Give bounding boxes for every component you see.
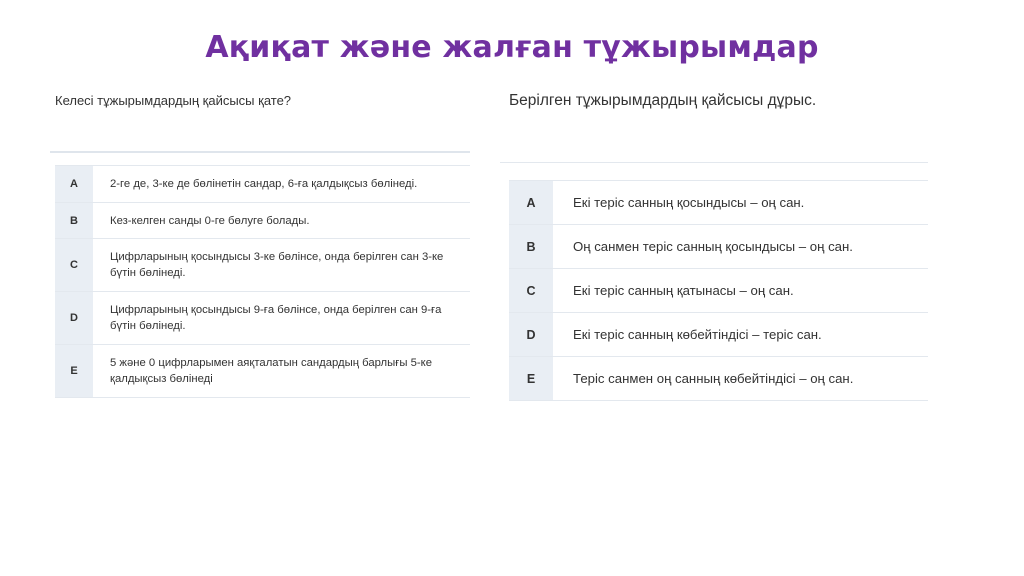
option-text: Екі теріс санның көбейтіндісі – теріс сан.	[553, 313, 928, 357]
right-option-e[interactable]	[509, 357, 928, 401]
option-letter: E	[55, 345, 93, 398]
option-letter: E	[509, 357, 553, 401]
left-option-d[interactable]	[55, 292, 470, 345]
left-option-c[interactable]	[55, 239, 470, 292]
option-letter: A	[55, 166, 93, 203]
option-letter: B	[509, 225, 553, 269]
option-text: Кез-келген санды 0-ге бөлуге болады.	[93, 203, 470, 239]
right-divider	[500, 162, 928, 163]
slide-title: Ақиқат және жалған тұжырымдар	[205, 30, 819, 65]
option-text: Цифрларының қосындысы 9-ға бөлінсе, онда берілген сан 9-ға бүтін бөлінеді.	[93, 292, 470, 345]
left-options-table	[55, 165, 470, 398]
right-option-c[interactable]	[509, 269, 928, 313]
option-letter: A	[509, 181, 553, 225]
option-letter: D	[55, 292, 93, 345]
option-text: Оң санмен теріс санның қосындысы – оң сан.	[553, 225, 928, 269]
right-option-a[interactable]	[509, 181, 928, 225]
option-text: Екі теріс санның қосындысы – оң сан.	[553, 181, 928, 225]
option-text: Теріс санмен оң санның көбейтіндісі – оң сан.	[553, 357, 928, 401]
left-option-e[interactable]	[55, 345, 470, 398]
right-option-b[interactable]	[509, 225, 928, 269]
option-letter: C	[55, 239, 93, 292]
left-question-text: Келесі тұжырымдардың қайсысы қате?	[55, 93, 292, 108]
left-divider	[50, 151, 470, 153]
option-letter: C	[509, 269, 553, 313]
left-option-a[interactable]	[55, 166, 470, 203]
option-text: 2-ге де, 3-ке де бөлінетін сандар, 6-ға қалдықсыз бөлінеді.	[93, 166, 470, 203]
option-text: Екі теріс санның қатынасы – оң сан.	[553, 269, 928, 313]
option-letter: B	[55, 203, 93, 239]
left-option-b[interactable]	[55, 203, 470, 239]
right-options-table	[509, 180, 928, 401]
option-letter: D	[509, 313, 553, 357]
right-question-text: Берілген тұжырымдардың қайсысы дұрыс.	[509, 92, 817, 109]
option-text: Цифрларының қосындысы 3-ке бөлінсе, онда берілген сан 3-ке бүтін бөлінеді.	[93, 239, 470, 292]
option-text: 5 және 0 цифрларымен аяқталатын сандардың барлығы 5-ке қалдықсыз бөлінеді	[93, 345, 470, 398]
right-option-d[interactable]	[509, 313, 928, 357]
